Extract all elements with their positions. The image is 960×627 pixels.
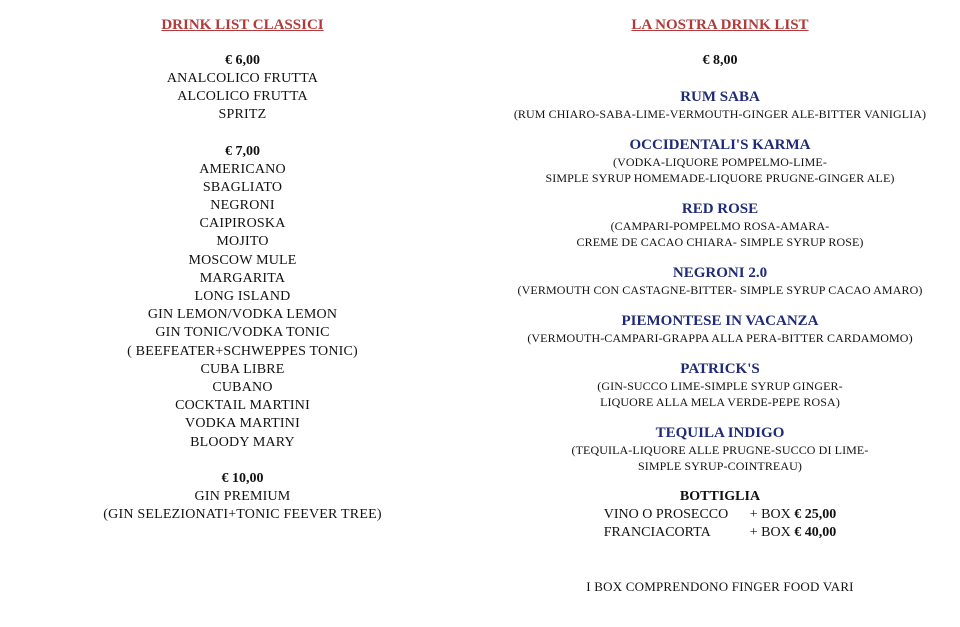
bottle-box: + BOX (749, 507, 791, 522)
drink-ingredients: CREME DE CACAO CHIARA- SIMPLE SYRUP ROSE) (576, 235, 864, 249)
signature-drink (480, 312, 960, 346)
drink-ingredients: LIQUORE ALLA MELA VERDE-PEPE ROSA) (600, 395, 840, 409)
bottle-title: BOTTIGLIA (679, 489, 761, 504)
drink-item: (GIN SELEZIONATI+TONIC FEEVER TREE) (103, 507, 382, 523)
drink-ingredients: (RUM CHIARO-SABA-LIME-VERMOUTH-GINGER ALE-BITTER VANIGLIA) (513, 107, 927, 121)
drink-item: MARGARITA (199, 270, 286, 286)
classic-drinks-column (40, 0, 445, 524)
drink-item: GIN TONIC/VODKA TONIC (155, 325, 330, 341)
bottle-name: FRANCIACORTA (603, 525, 711, 540)
drink-item: BLOODY MARY (190, 434, 295, 450)
drink-item: GIN LEMON/VODKA LEMON (147, 307, 338, 323)
drink-item: SBAGLIATO (202, 179, 283, 195)
drink-name: TEQUILA INDIGO (655, 425, 785, 441)
box-footnote: I BOX COMPRENDONO FINGER FOOD VARI (586, 579, 854, 594)
signature-drink (480, 424, 960, 474)
drink-item: ALCOLICO FRUTTA (177, 89, 308, 105)
bottle-price: € 25,00 (794, 507, 837, 522)
drink-item: CAIPIROSKA (199, 216, 286, 232)
bottle-price: € 40,00 (794, 525, 837, 540)
drink-item: COCKTAIL MARTINI (175, 398, 310, 414)
drink-name: PATRICK'S (680, 361, 760, 377)
drink-item: MOSCOW MULE (188, 252, 297, 268)
drink-item: VODKA MARTINI (185, 416, 300, 432)
price-group-7 (40, 143, 445, 452)
drink-ingredients: (VODKA-LIQUORE POMPELMO-LIME- (613, 155, 827, 169)
signature-drink (480, 360, 960, 410)
drink-item: CUBANO (212, 380, 273, 396)
price-group-label: € 10,00 (221, 470, 264, 486)
signature-drink (480, 264, 960, 298)
drink-item: ANALCOLICO FRUTTA (166, 71, 319, 86)
bottle-box: + BOX (749, 525, 791, 540)
price-group-label: € 6,00 (225, 53, 260, 68)
drink-item: SPRITZ (218, 107, 267, 123)
drink-name: OCCIDENTALI'S KARMA (629, 137, 811, 153)
house-drinks-column (480, 0, 960, 596)
drink-item: ( BEEFEATER+SCHWEPPES TONIC) (127, 343, 358, 359)
drink-name: RUM SABA (680, 89, 760, 105)
drink-ingredients: SIMPLE SYRUP HOMEMADE-LIQUORE PRUGNE-GINGER ALE) (545, 171, 895, 185)
drink-item: GIN PREMIUM (194, 488, 291, 504)
drink-item: AMERICANO (199, 161, 286, 177)
bottle-name: VINO O PROSECCO (603, 507, 729, 522)
drink-item: CUBA LIBRE (200, 361, 285, 377)
drink-item: MOJITO (216, 234, 269, 250)
house-list-price: € 8,00 (702, 53, 738, 68)
drink-ingredients: (VERMOUTH-CAMPARI-GRAPPA ALLA PERA-BITTER CARDAMOMO) (527, 331, 913, 345)
price-group-10 (40, 470, 445, 524)
drink-ingredients: (GIN-SUCCO LIME-SIMPLE SYRUP GINGER- (597, 379, 843, 393)
bottle-line (480, 524, 960, 542)
classic-list-heading: DRINK LIST CLASSICI (161, 17, 324, 33)
drink-name: RED ROSE (681, 201, 759, 217)
price-group-6 (40, 52, 445, 125)
drink-item: LONG ISLAND (194, 289, 291, 305)
drink-ingredients: (CAMPARI-POMPELMO ROSA-AMARA- (610, 219, 830, 233)
drink-name: PIEMONTESE IN VACANZA (621, 313, 819, 329)
drink-ingredients: SIMPLE SYRUP-COINTREAU) (638, 459, 802, 473)
drink-ingredients: (TEQUILA-LIQUORE ALLE PRUGNE-SUCCO DI LIME- (571, 443, 869, 457)
bottle-line (480, 506, 960, 524)
signature-drink (480, 136, 960, 186)
bottle-section (480, 488, 960, 542)
house-list-heading: LA NOSTRA DRINK LIST (631, 17, 809, 33)
drink-name: NEGRONI 2.0 (672, 265, 768, 281)
signature-drink (480, 200, 960, 250)
price-group-label: € 7,00 (225, 143, 260, 159)
signature-drink (480, 88, 960, 122)
drink-item: NEGRONI (210, 198, 275, 214)
drink-ingredients: (VERMOUTH CON CASTAGNE-BITTER- SIMPLE SYRUP CACAO AMARO) (517, 283, 923, 297)
